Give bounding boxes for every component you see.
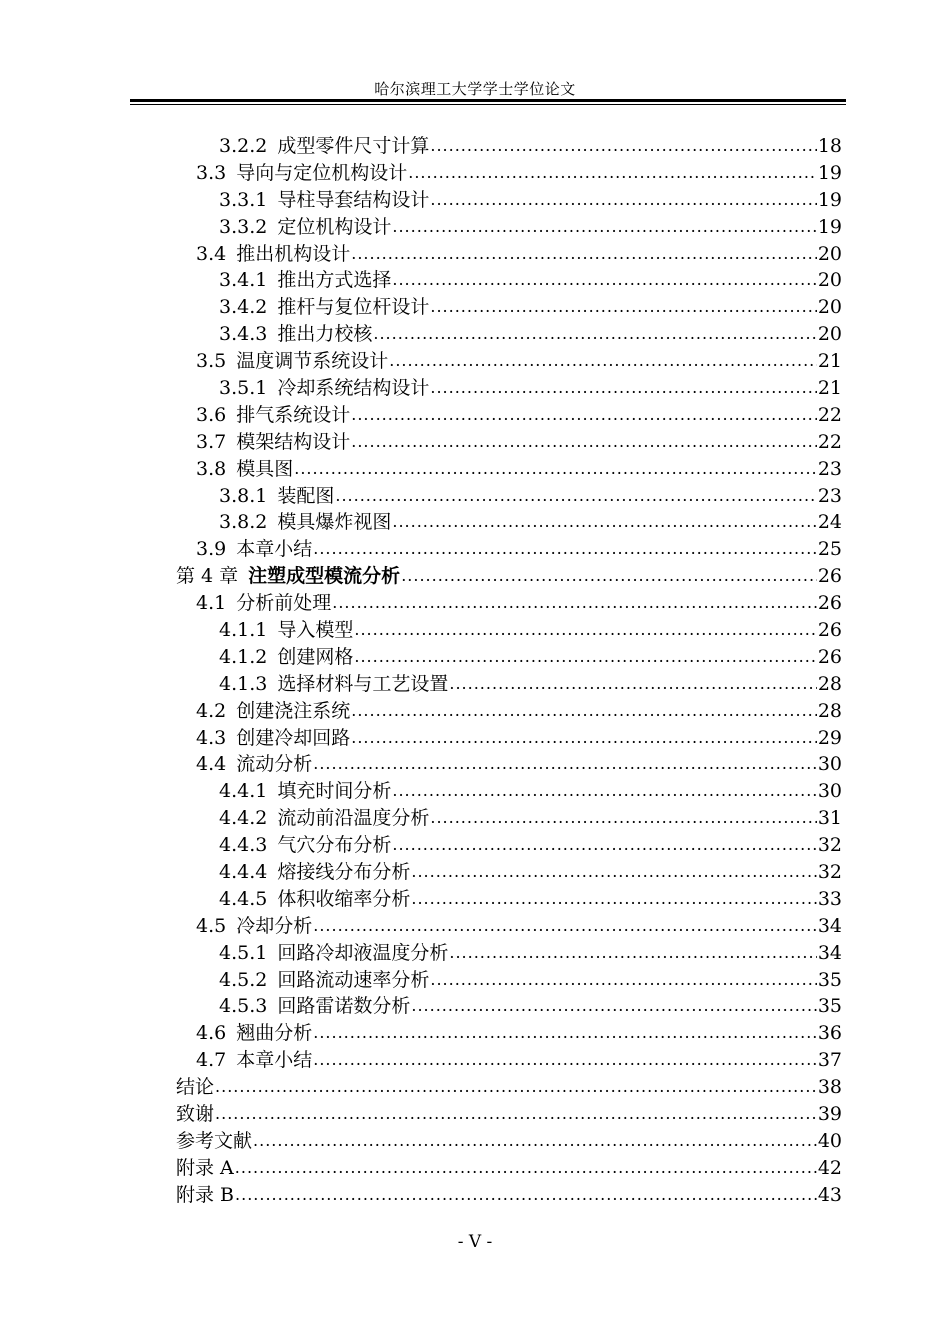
toc-entry-page: 20 — [817, 296, 842, 319]
toc-leader-dots — [351, 698, 817, 725]
toc-entry-page: 42 — [817, 1156, 842, 1179]
toc-entry[interactable] — [176, 859, 842, 886]
toc-entry[interactable] — [176, 1074, 842, 1101]
toc-entry-number: 3.5 — [196, 350, 227, 373]
toc-entry-title: 装配图 — [277, 484, 335, 507]
toc-entry-number: 3.3.2 — [219, 215, 268, 238]
toc-entry-title: 熔接线分布分析 — [277, 861, 411, 884]
toc-entry[interactable] — [176, 214, 842, 241]
toc-entry-title: 冷却系统结构设计 — [277, 377, 430, 399]
toc-entry-page: 43 — [817, 1183, 842, 1206]
toc-entry[interactable] — [176, 187, 842, 214]
toc-entry-number: 3.8.1 — [219, 484, 268, 507]
toc-leader-dots — [354, 644, 816, 671]
toc-entry-page: 34 — [817, 914, 842, 937]
toc-entry-page: 40 — [817, 1129, 842, 1152]
toc-entry-number: 3.4 — [196, 242, 227, 265]
toc-entry-page: 32 — [817, 834, 842, 857]
toc-entry-page: 24 — [817, 511, 842, 534]
toc-entry[interactable] — [176, 509, 842, 536]
toc-entry-page: 30 — [817, 753, 842, 776]
toc-entry-title: 冷却分析 — [236, 914, 313, 937]
toc-leader-dots — [411, 886, 816, 913]
toc-entry[interactable] — [176, 698, 842, 725]
toc-entry[interactable] — [176, 1020, 842, 1047]
toc-entry-title: 回路雷诺数分析 — [277, 995, 411, 1018]
toc-entry-title: 翘曲分析 — [236, 1022, 313, 1045]
toc-leader-dots — [408, 160, 817, 187]
toc-leader-dots — [392, 778, 816, 805]
toc-entry-title: 创建冷却回路 — [236, 726, 351, 749]
toc-entry-title: 推出力校核 — [277, 323, 373, 346]
toc-leader-dots — [253, 1128, 817, 1155]
toc-entry-title: 推出机构设计 — [236, 242, 351, 265]
toc-entry[interactable] — [176, 241, 842, 268]
toc-entry-title: 推出方式选择 — [277, 269, 392, 292]
toc-entry-title: 温度调节系统设计 — [236, 350, 389, 373]
toc-leader-dots — [215, 1074, 817, 1101]
toc-entry[interactable] — [176, 1155, 842, 1182]
toc-entry-title: 模具爆炸视图 — [277, 511, 392, 534]
toc-entry-number: 4.5 — [196, 914, 227, 937]
toc-entry[interactable] — [176, 429, 842, 456]
toc-entry[interactable] — [176, 456, 842, 483]
toc-entry-title: 流动分析 — [236, 753, 313, 776]
toc-entry-number: 4.5.3 — [219, 995, 268, 1018]
toc-entry[interactable] — [176, 294, 842, 321]
toc-entry-number: 4.6 — [196, 1022, 227, 1045]
toc-entry-title: 回路流动速率分析 — [277, 968, 430, 991]
toc-entry-page: 26 — [817, 619, 842, 642]
toc-entry-number: 3.3.1 — [219, 188, 268, 211]
toc-entry[interactable] — [176, 375, 842, 402]
page-number: - V - — [457, 1232, 493, 1252]
toc-entry-title: 选择材料与工艺设置 — [277, 672, 449, 695]
toc-entry[interactable] — [176, 590, 842, 617]
toc-entry[interactable] — [176, 267, 842, 294]
toc-entry-number: 3.8 — [196, 457, 227, 480]
toc-entry-title: 导柱导套结构设计 — [277, 188, 430, 211]
toc-entry-title: 致谢 — [176, 1103, 215, 1126]
toc-entry-number: 4.4.5 — [219, 887, 268, 910]
toc-entry-page: 19 — [817, 161, 842, 184]
toc-entry-title: 气穴分布分析 — [277, 834, 392, 857]
toc-entry-page: 19 — [817, 215, 842, 238]
toc-entry-page: 32 — [817, 861, 842, 884]
toc-entry-page: 26 — [817, 565, 842, 588]
toc-entry-page: 21 — [817, 377, 842, 399]
toc-entry[interactable] — [176, 617, 842, 644]
toc-entry[interactable] — [176, 671, 842, 698]
toc-entry[interactable] — [176, 1101, 842, 1128]
toc-entry-title: 模架结构设计 — [236, 430, 351, 453]
toc-entry[interactable] — [176, 725, 842, 752]
toc-entry-page: 34 — [817, 941, 842, 964]
toc-entry-number: 4.1.2 — [219, 645, 268, 668]
toc-entry-page: 23 — [817, 457, 842, 480]
toc-entry-page: 37 — [817, 1049, 842, 1072]
toc-entry[interactable] — [176, 644, 842, 671]
toc-entry-number: 4.3 — [196, 726, 227, 749]
toc-leader-dots — [392, 214, 816, 241]
toc-entry-page: 29 — [817, 726, 842, 749]
toc-leader-dots — [351, 725, 817, 752]
toc-leader-dots — [411, 859, 816, 886]
toc-entry-number: 4.2 — [196, 699, 227, 722]
toc-entry-number: 3.9 — [196, 538, 227, 561]
toc-entry-number: 4.4.3 — [219, 834, 268, 857]
toc-entry[interactable] — [176, 778, 842, 805]
toc-entry[interactable] — [176, 886, 842, 913]
toc-entry-page: 33 — [817, 887, 842, 910]
toc-leader-dots — [392, 832, 816, 859]
header-rule-thick — [130, 99, 846, 102]
toc-entry-number: 3.4.3 — [219, 323, 268, 346]
toc-leader-dots — [392, 509, 816, 536]
toc-leader-dots — [313, 1047, 817, 1074]
toc-entry-number: 4.4.4 — [219, 861, 268, 884]
toc-entry[interactable] — [176, 832, 842, 859]
toc-entry-number: 4.5.2 — [219, 968, 268, 991]
toc-entry-title: 本章小结 — [236, 538, 313, 561]
table-of-contents — [176, 133, 842, 1209]
toc-entry-page: 22 — [817, 403, 842, 426]
toc-entry-number: 3.8.2 — [219, 511, 268, 534]
toc-entry[interactable] — [176, 994, 842, 1021]
toc-entry-title: 模具图 — [236, 457, 294, 480]
toc-leader-dots — [313, 751, 817, 778]
toc-entry[interactable] — [176, 1047, 842, 1074]
toc-entry-number: 4.5.1 — [219, 941, 268, 964]
toc-leader-dots — [430, 187, 816, 214]
toc-entry-page: 19 — [817, 188, 842, 211]
toc-entry[interactable] — [176, 133, 842, 160]
toc-entry[interactable] — [176, 913, 842, 940]
toc-leader-dots — [430, 967, 816, 994]
toc-entry-title: 推杆与复位杆设计 — [277, 296, 430, 319]
toc-entry-page: 30 — [817, 780, 842, 803]
toc-entry[interactable] — [176, 402, 842, 429]
toc-leader-dots — [392, 267, 816, 294]
toc-entry-title: 参考文献 — [176, 1129, 253, 1152]
toc-entry-title: 导入模型 — [277, 619, 354, 642]
toc-entry-title: 定位机构设计 — [277, 215, 392, 238]
toc-entry-page: 38 — [817, 1076, 842, 1099]
toc-entry-page: 26 — [817, 592, 842, 615]
toc-leader-dots — [313, 913, 817, 940]
toc-leader-dots — [351, 402, 817, 429]
toc-leader-dots — [430, 133, 816, 160]
toc-entry[interactable] — [176, 483, 842, 510]
toc-leader-dots — [351, 241, 817, 268]
toc-entry-page: 23 — [817, 484, 842, 507]
toc-entry-page: 20 — [817, 323, 842, 346]
toc-leader-dots — [313, 1020, 817, 1047]
toc-leader-dots — [389, 348, 817, 375]
toc-leader-dots — [294, 456, 817, 483]
toc-entry-number: 4.1.1 — [219, 619, 268, 642]
toc-entry-number: 3.6 — [196, 403, 227, 426]
toc-leader-dots — [411, 994, 816, 1021]
toc-entry-number: 3.3 — [196, 161, 227, 184]
toc-entry-title: 回路冷却液温度分析 — [277, 941, 449, 964]
toc-leader-dots — [354, 617, 816, 644]
toc-entry[interactable] — [176, 563, 842, 590]
toc-entry-title: 结论 — [176, 1076, 215, 1099]
toc-entry-title: 成型零件尺寸计算 — [277, 134, 430, 157]
toc-entry[interactable] — [176, 536, 842, 563]
toc-entry-number: 4.7 — [196, 1049, 227, 1072]
toc-entry-number: 第 4 章 — [176, 565, 239, 588]
toc-entry-number: 3.4.1 — [219, 269, 268, 292]
toc-entry-title: 附录 B — [176, 1183, 235, 1206]
toc-entry-title: 创建网格 — [277, 645, 354, 668]
toc-entry[interactable] — [176, 1182, 842, 1209]
toc-entry[interactable] — [176, 160, 842, 187]
toc-entry-number: 4.4 — [196, 753, 227, 776]
toc-leader-dots — [401, 563, 817, 590]
toc-leader-dots — [430, 805, 816, 832]
toc-entry-page: 20 — [817, 242, 842, 265]
toc-entry-page: 22 — [817, 430, 842, 453]
toc-entry-page: 35 — [817, 968, 842, 991]
toc-entry-title: 排气系统设计 — [236, 403, 351, 426]
toc-entry[interactable] — [176, 348, 842, 375]
toc-entry-page: 26 — [817, 645, 842, 668]
toc-leader-dots — [235, 1182, 817, 1209]
toc-entry-title: 分析前处理 — [236, 592, 332, 615]
toc-leader-dots — [430, 375, 816, 402]
toc-entry-page: 35 — [817, 995, 842, 1018]
toc-entry-title: 填充时间分析 — [277, 780, 392, 803]
toc-entry-title: 注塑成型模流分析 — [248, 565, 401, 588]
toc-entry-page: 28 — [817, 699, 842, 722]
toc-entry-number: 4.4.1 — [219, 780, 268, 803]
toc-entry-number: 4.4.2 — [219, 807, 268, 830]
toc-entry-number: 3.7 — [196, 430, 227, 453]
toc-leader-dots — [235, 1155, 817, 1182]
toc-entry-number: 3.4.2 — [219, 296, 268, 319]
header-rule-thin — [130, 104, 846, 105]
toc-entry-page: 21 — [817, 350, 842, 373]
toc-entry-page: 39 — [817, 1103, 842, 1126]
toc-entry-title: 创建浇注系统 — [236, 699, 351, 722]
toc-entry-page: 31 — [817, 807, 842, 830]
toc-entry-title: 体积收缩率分析 — [277, 887, 411, 910]
running-header: 哈尔滨理工大学学士学位论文 — [374, 80, 576, 98]
toc-entry-number: 4.1 — [196, 592, 227, 615]
toc-leader-dots — [351, 429, 817, 456]
toc-entry-title: 本章小结 — [236, 1049, 313, 1072]
toc-entry-title: 导向与定位机构设计 — [236, 161, 408, 184]
toc-entry[interactable] — [176, 967, 842, 994]
toc-leader-dots — [373, 321, 816, 348]
toc-entry-page: 36 — [817, 1022, 842, 1045]
toc-entry-page: 28 — [817, 672, 842, 695]
toc-entry[interactable] — [176, 1128, 842, 1155]
toc-entry[interactable] — [176, 751, 842, 778]
toc-entry-page: 20 — [817, 269, 842, 292]
toc-entry[interactable] — [176, 321, 842, 348]
toc-leader-dots — [335, 483, 816, 510]
toc-entry-page: 25 — [817, 538, 842, 561]
toc-leader-dots — [215, 1101, 817, 1128]
toc-leader-dots — [332, 590, 817, 617]
toc-entry-page: 18 — [817, 134, 842, 157]
toc-entry-title: 附录 A — [176, 1156, 234, 1179]
toc-leader-dots — [313, 536, 817, 563]
toc-leader-dots — [430, 294, 816, 321]
toc-entry-number: 3.5.1 — [219, 377, 268, 399]
toc-entry[interactable] — [176, 940, 842, 967]
toc-entry-number: 4.1.3 — [219, 672, 268, 695]
toc-leader-dots — [449, 671, 816, 698]
toc-entry-number: 3.2.2 — [219, 134, 268, 157]
toc-entry-title: 流动前沿温度分析 — [277, 807, 430, 830]
toc-entry[interactable] — [176, 805, 842, 832]
toc-leader-dots — [449, 940, 816, 967]
